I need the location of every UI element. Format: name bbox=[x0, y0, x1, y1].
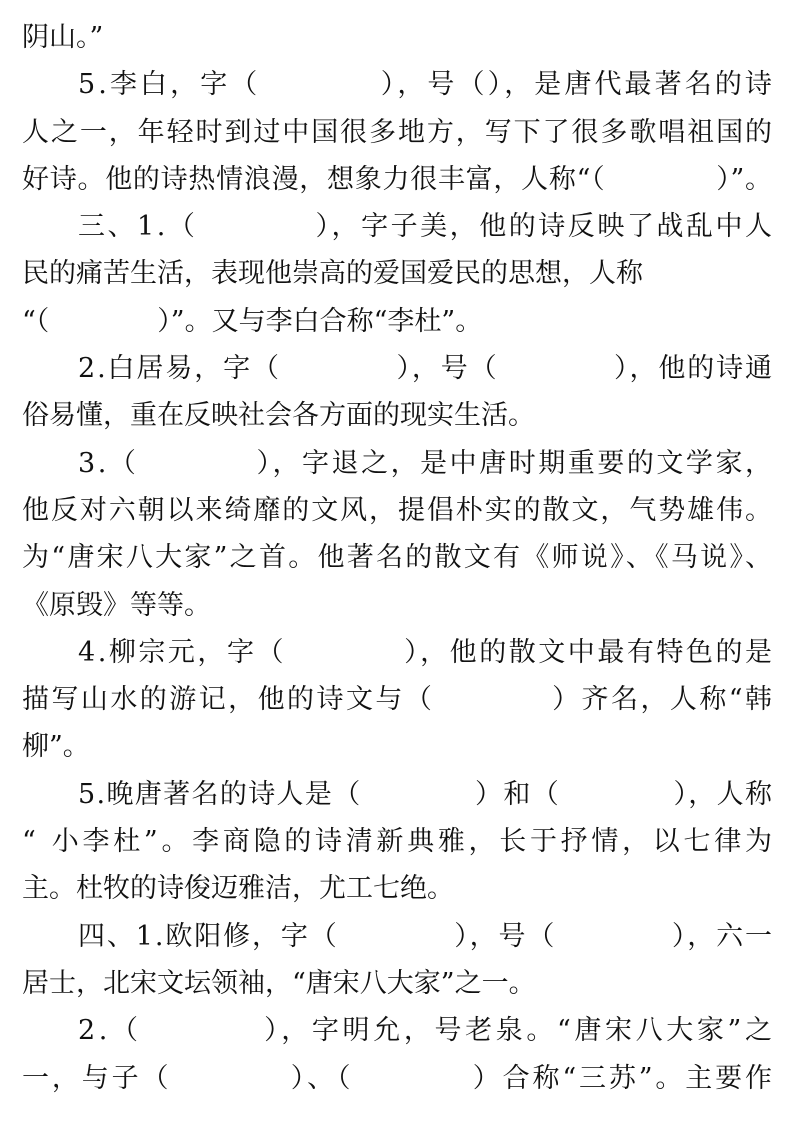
text-line: 2.（ ），字明允，号老泉。“唐宋八大家”之 bbox=[78, 1015, 776, 1047]
text-line: 3.（ ），字退之，是中唐时期重要的文学家， bbox=[78, 447, 775, 479]
text-line: 柳”。 bbox=[22, 731, 90, 763]
text-line: 《原毁》等等。 bbox=[22, 589, 211, 621]
text-line: 一，与子（ ）、（ ）合称“三苏”。主要作 bbox=[22, 1062, 775, 1094]
text-line: 4.柳宗元，字（ ），他的散文中最有特色的是 bbox=[78, 636, 775, 668]
text-line: 民的痛苦生活，表现他崇高的爱国爱民的思想，人称 bbox=[22, 258, 643, 290]
text-line: 为“唐宋八大家”之首。他著名的散文有《师说》、《马说》、 bbox=[22, 542, 775, 574]
text-line: “ 小李杜”。李商隐的诗清新典雅，长于抒情，以七律为 bbox=[22, 826, 776, 858]
text-line: “（ ）”。又与李白合称“李杜”。 bbox=[22, 305, 483, 337]
text-line: 人之一，年轻时到过中国很多地方，写下了很多歌唱祖国的 bbox=[22, 116, 774, 148]
text-line: 主。杜牧的诗俊迈雅洁，尤工七绝。 bbox=[22, 873, 454, 905]
text-line: 三、1.（ ），字子美，他的诗反映了战乱中人 bbox=[78, 211, 775, 243]
text-line: 居士，北宋文坛领袖，“唐宋八大家”之一。 bbox=[22, 967, 536, 999]
text-line: 描写山水的游记，他的诗文与（ ）齐名，人称“韩 bbox=[22, 684, 775, 716]
text-line: 阴山。” bbox=[22, 22, 104, 53]
text-line: 5.晚唐著名的诗人是（ ）和（ ），人称 bbox=[78, 778, 774, 810]
text-line: 5.李白，字（ ），号（），是唐代最著名的诗 bbox=[78, 69, 776, 101]
text-line: 2.白居易，字（ ），号（ ），他的诗通 bbox=[78, 353, 774, 385]
text-line: 俗易懂，重在反映社会各方面的现实生活。 bbox=[22, 400, 535, 432]
text-line: 他反对六朝以来绮靡的文风，提倡朴实的散文，气势雄伟。 bbox=[22, 494, 774, 526]
text-line: 好诗。他的诗热情浪漫，想象力很丰富，人称“（ ）”。 bbox=[22, 163, 773, 195]
document-body bbox=[22, 14, 776, 1102]
text-line: 四、1.欧阳修，字（ ），号（ ），六一 bbox=[78, 920, 774, 952]
